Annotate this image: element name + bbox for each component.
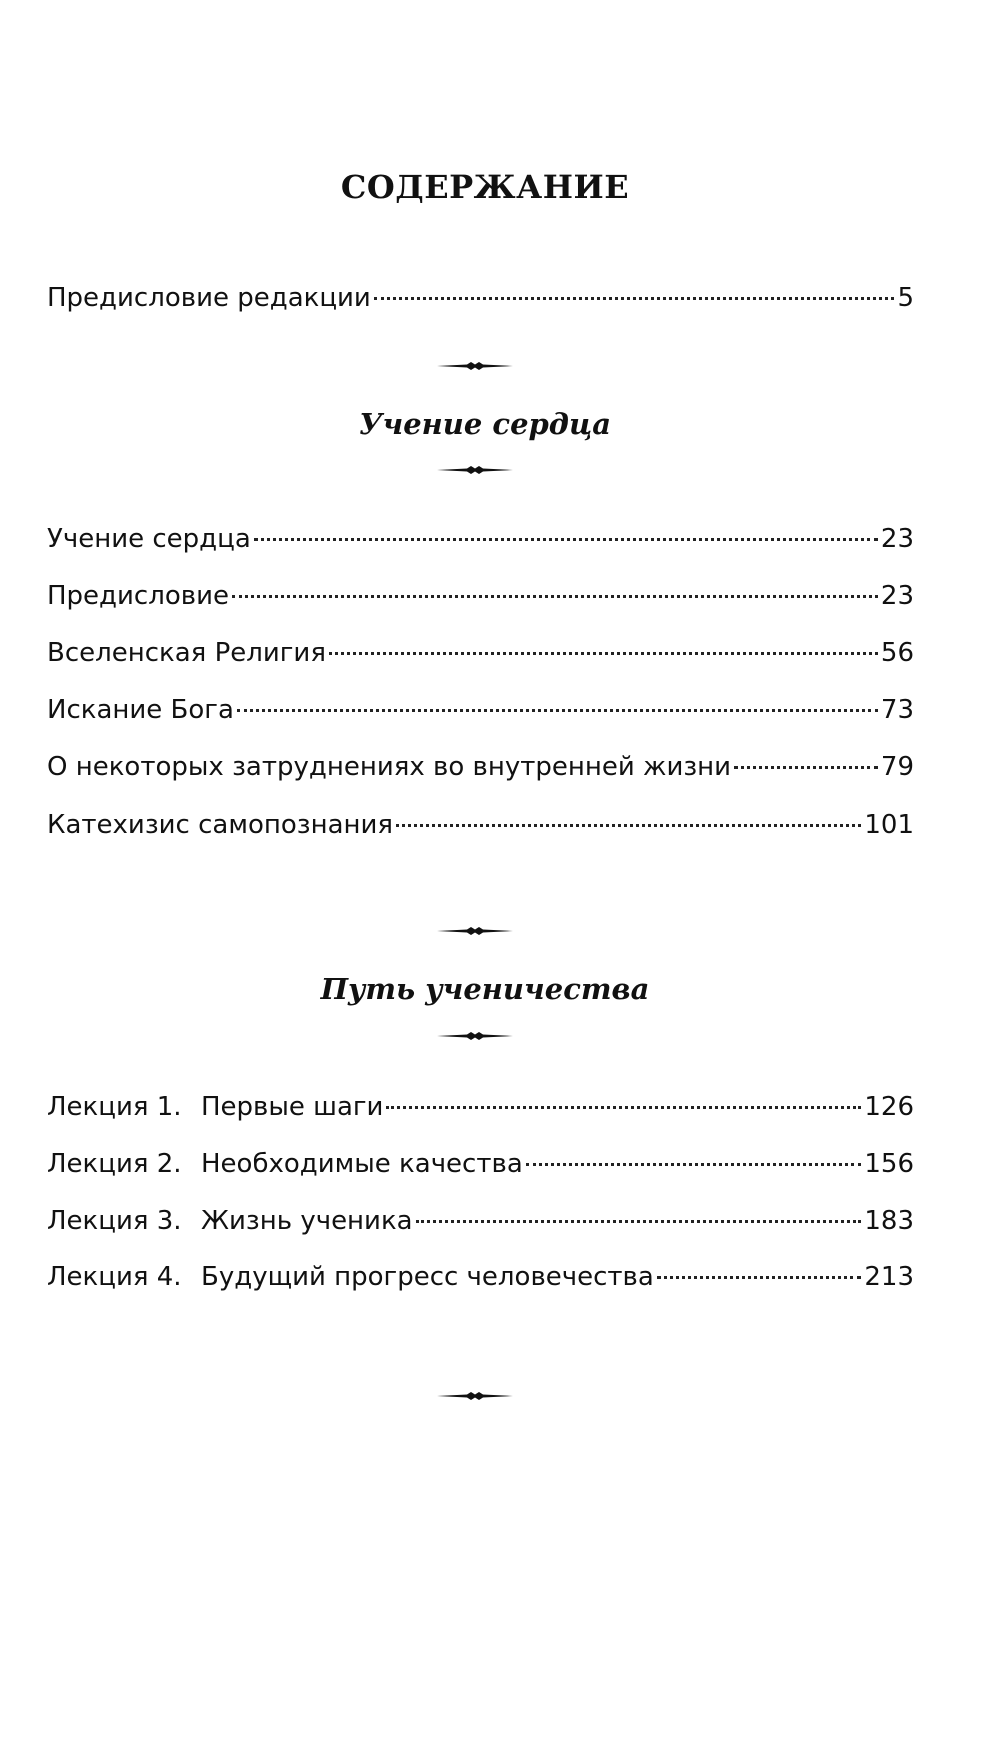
- toc-entry-label: Искание Бога: [47, 695, 234, 725]
- toc-entry-page: 183: [864, 1206, 914, 1236]
- toc-entry-page: 101: [864, 810, 914, 840]
- toc-entry[interactable]: [47, 747, 914, 787]
- dot-leader: [374, 297, 895, 300]
- toc-entry[interactable]: [47, 1144, 914, 1184]
- ornament-divider-icon: [437, 1390, 513, 1402]
- dot-leader: [237, 709, 878, 712]
- toc-entry-label: Первые шаги: [201, 1092, 384, 1122]
- toc-entry-number: Лекция 4.: [47, 1262, 182, 1292]
- section-title-teaching-of-heart: Учение сердца: [358, 407, 612, 441]
- toc-entry[interactable]: [47, 1087, 914, 1127]
- toc-entry-label: Учение сердца: [47, 524, 251, 554]
- dot-leader: [329, 652, 878, 655]
- ornament-divider-icon: [437, 925, 513, 937]
- dot-leader: [254, 538, 878, 541]
- toc-entry-page: 73: [880, 695, 914, 725]
- toc-entry[interactable]: [47, 1257, 914, 1297]
- toc-entry-page: 79: [880, 752, 914, 782]
- toc-entry-page: 56: [880, 638, 914, 668]
- dot-leader: [734, 766, 878, 769]
- toc-entry-number: Лекция 1.: [47, 1092, 182, 1122]
- dot-leader: [396, 824, 861, 827]
- dot-leader: [526, 1163, 862, 1166]
- toc-entry[interactable]: [47, 576, 914, 616]
- dot-leader: [416, 1220, 862, 1223]
- toc-entry-page: 23: [880, 524, 914, 554]
- page-title: СОДЕРЖАНИЕ: [340, 168, 630, 206]
- toc-entry-page: 126: [864, 1092, 914, 1122]
- toc-entry-preface[interactable]: [47, 278, 914, 318]
- toc-entry-label: Необходимые качества: [201, 1149, 523, 1179]
- dot-leader: [386, 1106, 861, 1109]
- toc-entry-number: Лекция 2.: [47, 1149, 182, 1179]
- ornament-divider-icon: [437, 360, 513, 372]
- toc-entry-label: Вселенская Религия: [47, 638, 326, 668]
- toc-entry-page: 213: [864, 1262, 914, 1292]
- toc-entry[interactable]: [47, 690, 914, 730]
- toc-entry-label: Предисловие редакции: [47, 283, 371, 313]
- toc-entry-page: 5: [897, 283, 914, 313]
- dot-leader: [657, 1276, 862, 1279]
- ornament-divider-icon: [437, 1030, 513, 1042]
- toc-entry-label: Жизнь ученика: [201, 1206, 413, 1236]
- toc-entry[interactable]: [47, 805, 914, 845]
- toc-entry-label: Катехизис самопознания: [47, 810, 394, 840]
- dot-leader: [232, 595, 878, 598]
- toc-entry-page: 23: [880, 581, 914, 611]
- toc-entry-page: 156: [864, 1149, 914, 1179]
- toc-entry[interactable]: [47, 1201, 914, 1241]
- toc-entry[interactable]: [47, 633, 914, 673]
- toc-entry-label: О некоторых затруднениях во внутренней жизни: [47, 752, 732, 782]
- toc-entry-label: Предисловие: [47, 581, 229, 611]
- ornament-divider-icon: [437, 464, 513, 476]
- toc-entry[interactable]: [47, 519, 914, 559]
- section-title-path-of-discipleship: Путь ученичества: [320, 972, 650, 1006]
- toc-entry-number: Лекция 3.: [47, 1206, 182, 1236]
- toc-entry-label: Будущий прогресс человечества: [201, 1262, 654, 1292]
